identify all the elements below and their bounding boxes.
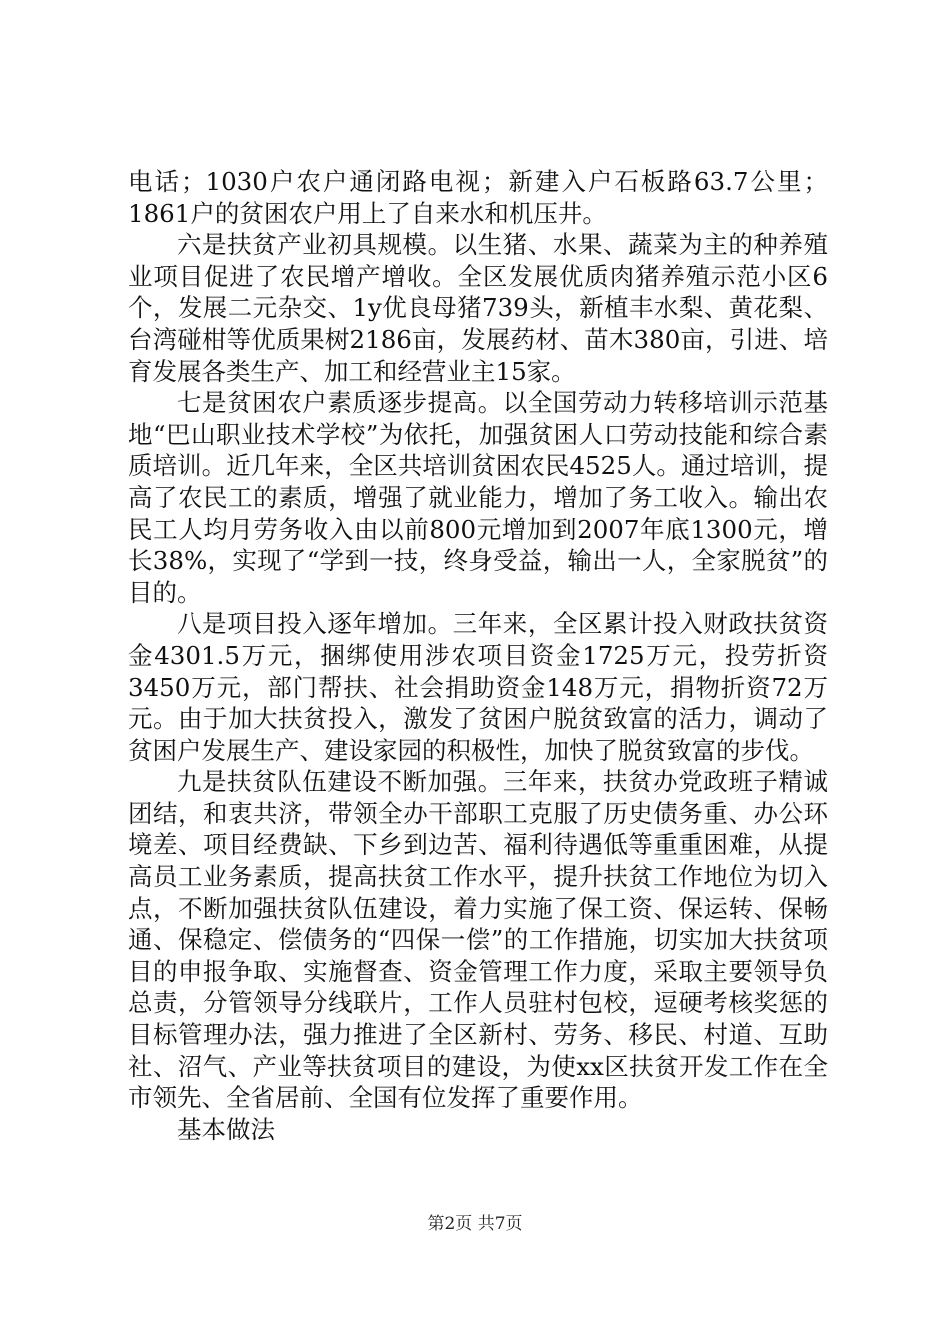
paragraph-eight: 八是项目投入逐年增加。三年来，全区累计投入财政扶贫资金4301.5万元，捆绑使用涉农项目资金1725万元，投劳折资3450万元，部门帮扶、社会捐助资金148万元，捐物折资72万元。由于加大扶贫投入，激发了贫困户脱贫致富的活力，调动了贫困户发展生产、建设家园的积极性，加快了脱贫致富的步伐。 (128, 609, 828, 765)
paragraph-nine: 九是扶贫队伍建设不断加强。三年来，扶贫办党政班子精诚团结，和衷共济，带领全办干部职工克服了历史债务重、办公环境差、项目经费缺、下乡到边苦、福利待遇低等重重困难，从提高员工业务素质，提高扶贫工作水平，提升扶贫工作地位为切入点，不断加强扶贫队伍建设，着力实施了保工资、保运转、保畅通、保稳定、偿债务的“四保一偿”的工作措施，切实加大扶贫项目的申报争取、实施督查、资金管理工作力度，采取主要领导负总责，分管领导分线联片，工作人员驻村包校，逗硬考核奖惩的目标管理办法，强力推进了全区新村、劳务、移民、村道、互助社、沼气、产业等扶贫项目的建设，为使xx区扶贫开发工作在全市领先、全省居前、全国有位发挥了重要作用。 (128, 767, 828, 1113)
paragraph-continuation: 电话；1030户农户通闭路电视；新建入户石板路63.7公里；1861户的贫困农户用上了自来水和机压井。 (128, 167, 828, 228)
page-footer: 第2页 共7页 (427, 1214, 523, 1234)
paragraph-seven: 七是贫困农户素质逐步提高。以全国劳动力转移培训示范基地“巴山职业技术学校”为依托，加强贫困人口劳动技能和综合素质培训。近几年来，全区共培训贫困农民4525人。通过培训，提高了农民工的素质，增强了就业能力，增加了务工收入。输出农民工人均月劳务收入由以前800元增加到2007年底1300元，增长38%，实现了“学到一技，终身受益，输出一人，全家脱贫”的目的。 (128, 388, 828, 607)
document-body (128, 166, 828, 1145)
section-heading: 基本做法 (177, 1114, 275, 1144)
paragraph-six: 六是扶贫产业初具规模。以生猪、水果、蔬菜为主的种养殖业项目促进了农民增产增收。全区发展优质肉猪养殖示范小区6个，发展二元杂交、1y优良母猪739头，新植丰水梨、黄花梨、台湾碰柑等优质果树2186亩，发展药材、苗木380亩，引进、培育发展各类生产、加工和经营业主15家。 (128, 230, 828, 386)
